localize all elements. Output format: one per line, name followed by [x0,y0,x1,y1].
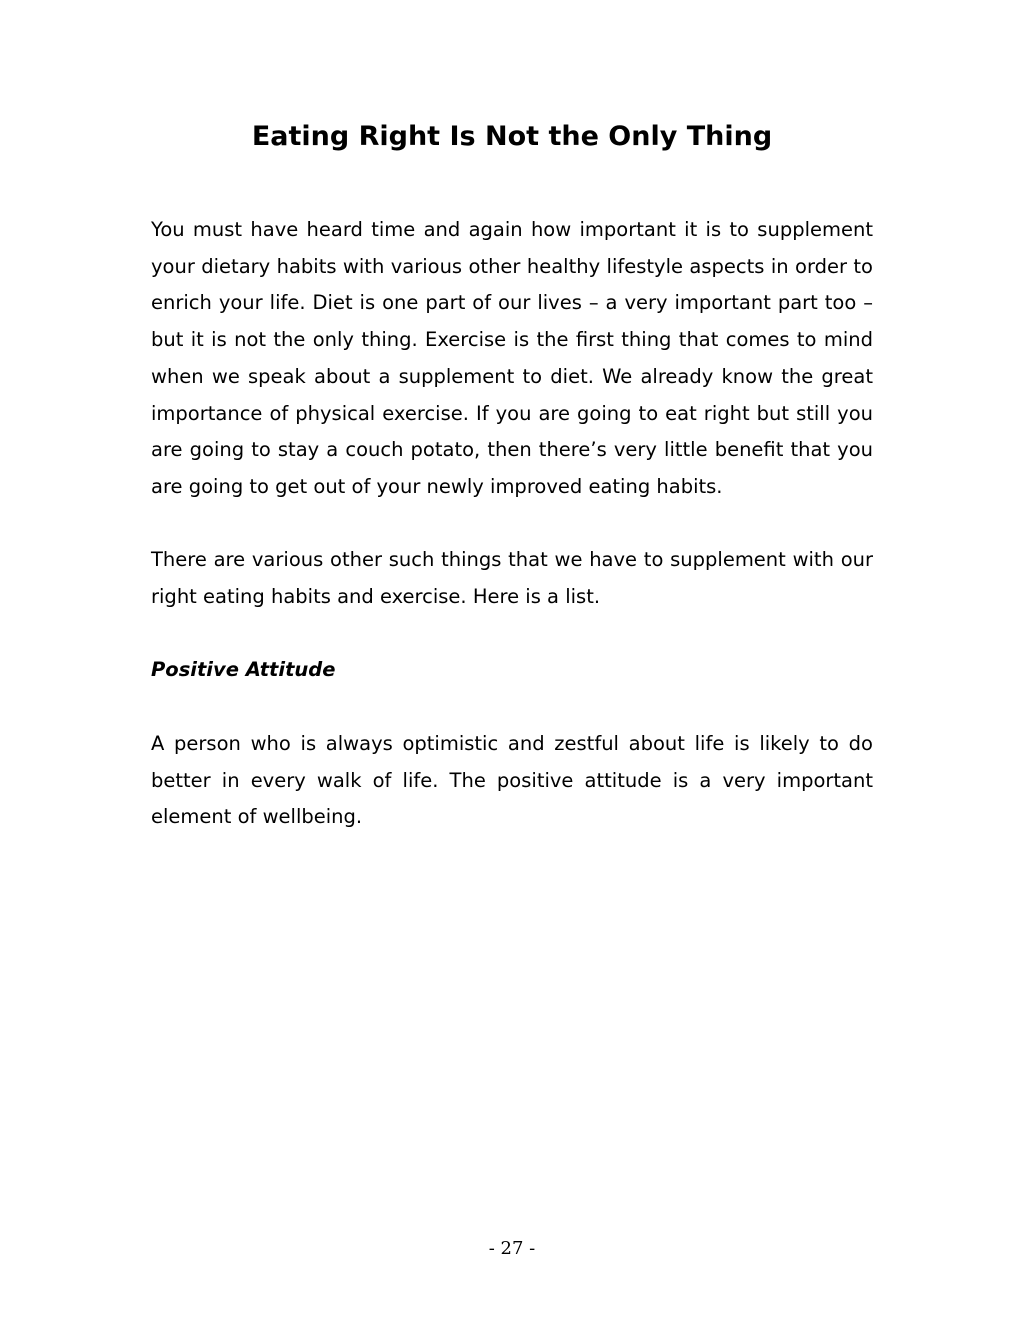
page-number: - 27 - [488,1238,536,1259]
page-title: Eating Right Is Not the Only Thing [251,121,773,152]
paragraph-intro: You must have heard time and again how important it is to supplement your dietary habits with various other healthy lifestyle aspects in order to enrich your life. Diet is one part of our lives – a very important part too – but it is not the only thing. Exercise is the first thing that comes to mind when we speak about a supplement to diet. We already know the great importance of physical exercise. If you are going to eat right but still you are going to stay a couch potato, then there’s very little benefit that you are going to get out of your newly improved eating habits. [151,218,873,498]
body-content [151,212,873,873]
paragraph-list-intro: There are various other such things that we have to supplement with our right eating habits and exercise. Here is a list. [151,548,873,609]
paragraph-positive-attitude: A person who is always optimistic and zestful about life is likely to do better in every walk of life. The positive attitude is a very important element of wellbeing. [151,731,873,829]
section-heading-positive-attitude: Positive Attitude [151,658,336,682]
